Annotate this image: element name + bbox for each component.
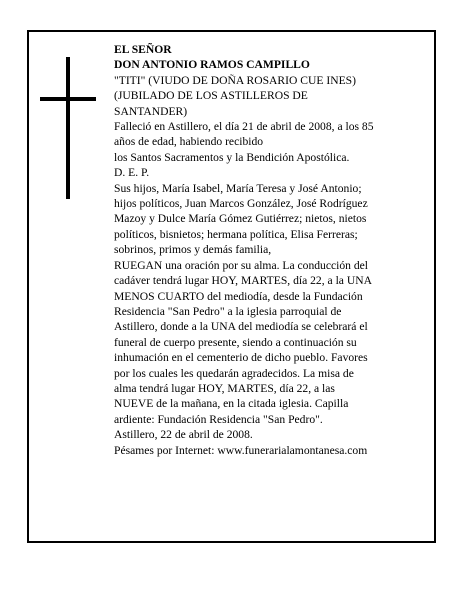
notice-line: (JUBILADO DE LOS ASTILLEROS DE: [114, 89, 308, 103]
notice-text-block: [114, 42, 424, 458]
deceased-name: DON ANTONIO RAMOS CAMPILLO: [114, 58, 310, 72]
latin-cross-icon: [40, 57, 96, 199]
notice-line: inhumación en el cementerio de dicho pueblo. Favores: [114, 351, 368, 365]
notice-line: Sus hijos, María Isabel, María Teresa y José Antonio;: [114, 181, 362, 195]
obituary-notice: [27, 30, 436, 543]
notice-line: MENOS CUARTO del mediodía, desde la Fundación: [114, 289, 363, 303]
notice-line: cadáver tendrá lugar HOY, MARTES, día 22, a la UNA: [114, 274, 372, 288]
notice-line: alma tendrá lugar HOY, MARTES, día 22, a las: [114, 381, 335, 395]
notice-line: Residencia "San Pedro" a la iglesia parroquial de: [114, 304, 342, 318]
notice-line: hijos políticos, Juan Marcos González, José Rodríguez: [114, 197, 368, 211]
notice-line: D. E. P.: [114, 166, 150, 180]
notice-line: "TITI" (VIUDO DE DOÑA ROSARIO CUE INES): [114, 73, 356, 87]
notice-line: Astillero, 22 de abril de 2008.: [114, 428, 253, 442]
notice-line: años de edad, habiendo recibido: [114, 135, 264, 149]
notice-line: Falleció en Astillero, el día 21 de abril de 2008, a los 85: [114, 120, 374, 134]
notice-line: RUEGAN una oración por su alma. La conducción del: [114, 258, 369, 272]
notice-line: Pésames por Internet: www.funerarialamontanesa.com: [114, 443, 368, 457]
cross-vertical-bar: [66, 57, 70, 199]
notice-line: SANTANDER): [114, 104, 188, 118]
notice-line: ardiente: Fundación Residencia "San Pedro".: [114, 412, 323, 426]
notice-line: Mazoy y Dulce María Gómez Gutiérrez; nietos, nietos: [114, 212, 367, 226]
notice-line: sobrinos, primos y demás familia,: [114, 243, 272, 257]
notice-line: NUEVE de la mañana, en la citada iglesia. Capilla: [114, 397, 349, 411]
cross-horizontal-bar: [40, 97, 96, 101]
notice-line: Astillero, donde a la UNA del mediodía se celebrará el: [114, 320, 368, 334]
notice-line: políticos, bisnietos; hermana política, Elisa Ferreras;: [114, 227, 358, 241]
notice-line: por los cuales les quedarán agradecidos. La misa de: [114, 366, 354, 380]
notice-line: los Santos Sacramentos y la Bendición Apostólica.: [114, 150, 350, 164]
notice-line: funeral de cuerpo presente, siendo a continuación su: [114, 335, 357, 349]
heading-title: EL SEÑOR: [114, 43, 172, 56]
